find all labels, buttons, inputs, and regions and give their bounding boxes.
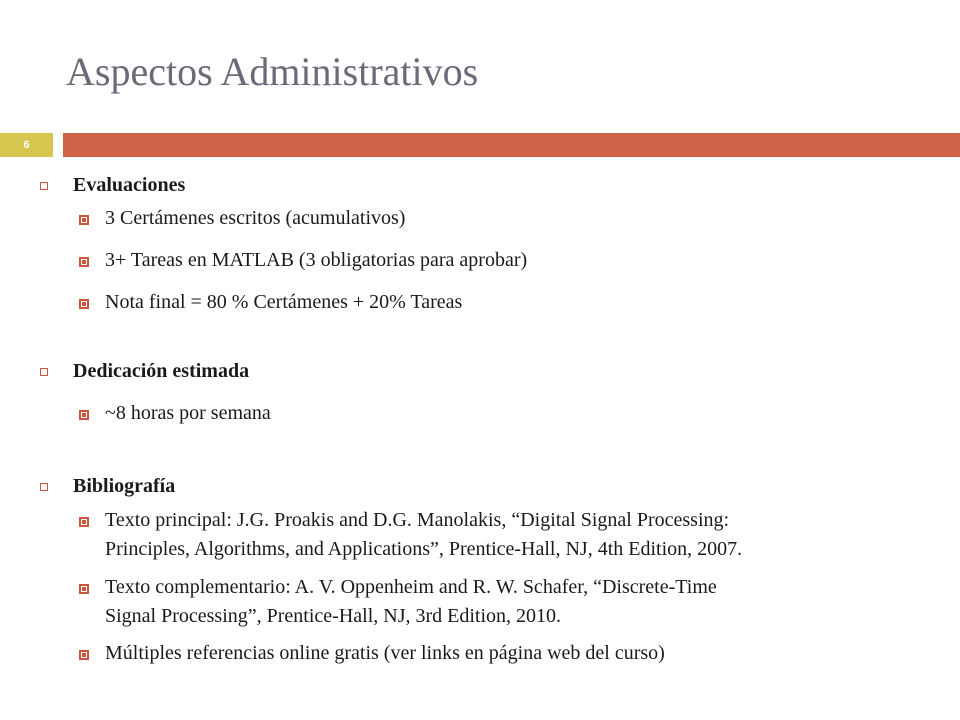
list-item: 3+ Tareas en MATLAB (3 obligatorias para aprobar) bbox=[105, 249, 528, 271]
list-item: Múltiples referencias online gratis (ver links en página web del curso) bbox=[105, 642, 665, 664]
item-bullet-icon bbox=[79, 299, 89, 309]
list-item-line: Principles, Algorithms, and Applications”, Prentice-Hall, NJ, 4th Edition, 2007. bbox=[105, 538, 743, 560]
item-bullet-icon bbox=[79, 650, 89, 660]
item-bullet-icon bbox=[79, 257, 89, 267]
list-item: Nota final = 80 % Certámenes + 20% Tareas bbox=[105, 291, 463, 313]
item-bullet-icon bbox=[79, 410, 89, 420]
list-item: 3 Certámenes escritos (acumulativos) bbox=[105, 207, 406, 229]
section-heading-dedicacion: Dedicación estimada bbox=[73, 360, 250, 382]
list-item-line: Signal Processing”, Prentice-Hall, NJ, 3rd Edition, 2010. bbox=[105, 605, 562, 627]
item-bullet-icon bbox=[79, 584, 89, 594]
section-bullet-icon bbox=[40, 182, 48, 190]
item-bullet-icon bbox=[79, 215, 89, 225]
page-number: 6 bbox=[23, 139, 30, 151]
section-heading-evaluaciones: Evaluaciones bbox=[73, 174, 186, 196]
section-bullet-icon bbox=[40, 368, 48, 376]
section-bullet-icon bbox=[40, 483, 48, 491]
section-heading-bibliografia: Bibliografía bbox=[73, 475, 176, 497]
list-item: ~8 horas por semana bbox=[105, 402, 271, 424]
slide-title: Aspectos Administrativos bbox=[66, 49, 479, 94]
list-item-line: Texto principal: J.G. Proakis and D.G. Manolakis, “Digital Signal Processing: bbox=[105, 509, 730, 531]
item-bullet-icon bbox=[79, 517, 89, 527]
list-item-line: Texto complementario: A. V. Oppenheim and R. W. Schafer, “Discrete-Time bbox=[105, 576, 717, 598]
